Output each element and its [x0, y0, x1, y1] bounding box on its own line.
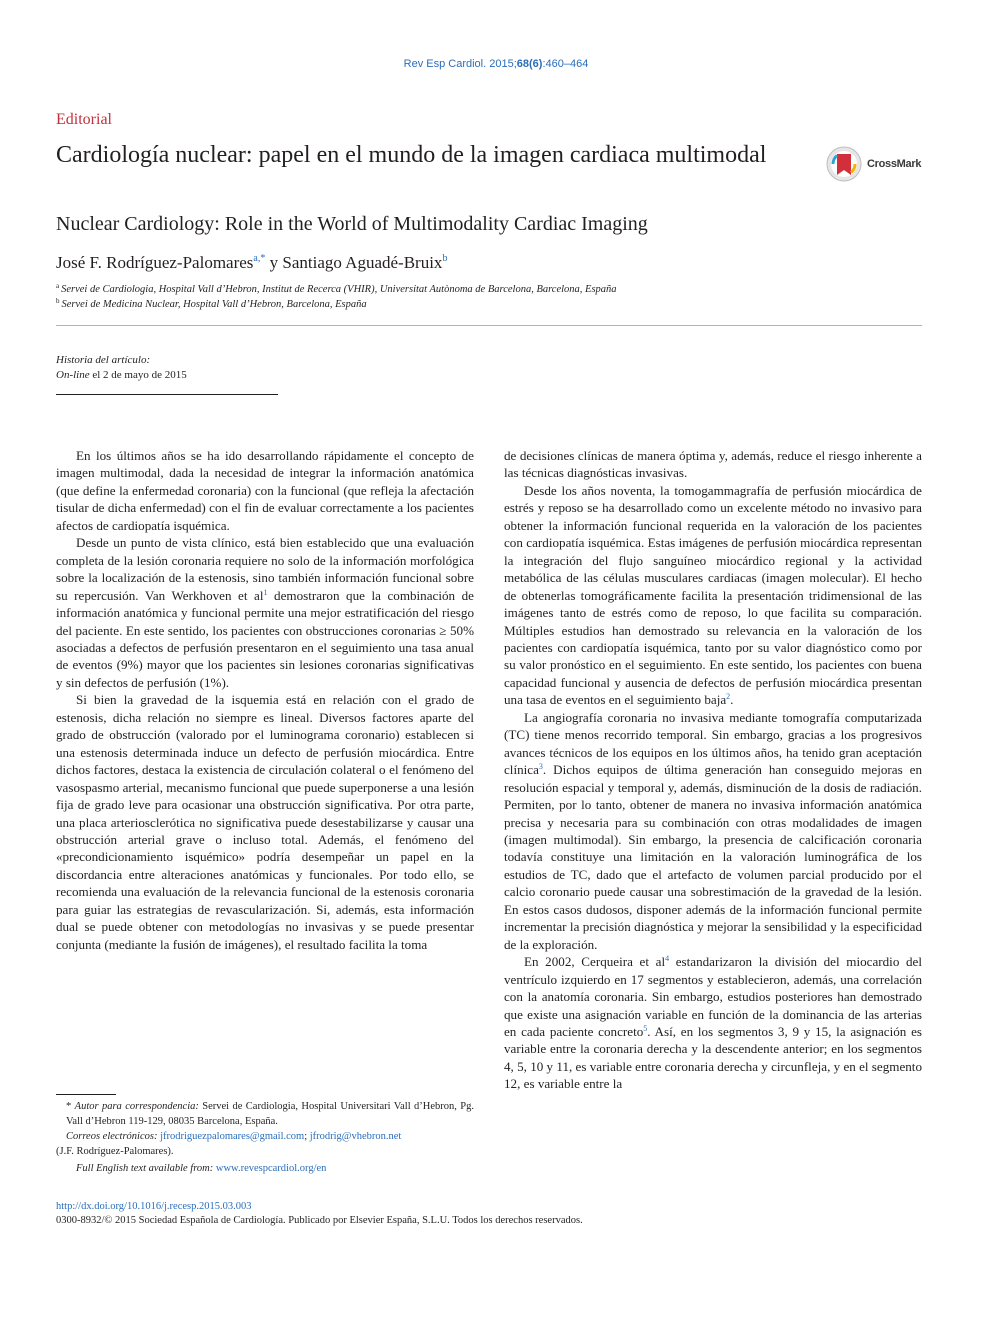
section-label: Editorial: [56, 111, 112, 128]
crossmark-badge[interactable]: [826, 144, 936, 184]
reference-link[interactable]: 4: [665, 954, 670, 964]
history-label: Historia del artículo:: [56, 354, 151, 366]
paragraph: Desde los años noventa, la tomogammagrafía de perfusión miocárdica de estrés y reposo se ha desarrollado como un excelente método no invasivo para obtener la información funcional requerida en la valoración de los pacientes con cardiopatía isquémica. Estas imágenes de perfusión miocárdica representan la integración del flujo sanguíneo miocárdico regional y la actividad metabólica de las células musculares cardiacas (imagen molecular). El hecho de obtenerlas tomográficamente facilita la presentación tridimensional de las imágenes tanto de estrés como de reposo, lo que facilita su comparación. Múltiples estudios han demostrado su relevancia en la valoración de los pacientes con cardiopatía isquémica, tanto por su valor diagnóstico como por su valor pronóstico en el seguimiento. En este sentido, los pacientes con buena capacidad funcional y ausencia de defectos de perfusión miocárdica presentan una tasa de eventos en el seguimiento baja$^2$.: [504, 482, 922, 708]
online-label: On-line: [56, 369, 90, 381]
affiliation-a: [56, 284, 617, 295]
fulltext-label: Full English text available from:: [76, 1163, 214, 1174]
copyright-notice: 0300-8932/© 2015 Sociedad Española de Cardiología. Publicado por Elsevier España, S.L.U. Todos los derechos reservados.: [56, 1215, 583, 1226]
article-title-english: Nuclear Cardiology: Role in the World of Multimodality Cardiac Imaging: [56, 213, 648, 235]
article-title-spanish: Cardiología nuclear: papel en el mundo de la imagen cardiaca multimodal: [56, 142, 767, 168]
paragraph: de decisiones clínicas de manera óptima y, además, reduce el riesgo inherente a las técnicas diagnósticas invasivas.: [504, 448, 922, 481]
body-column-right: [504, 447, 922, 1093]
online-date: el 2 de mayo de 2015: [89, 369, 187, 381]
journal-citation-pages: :460–464: [542, 58, 589, 70]
doi-link[interactable]: http://dx.doi.org/10.1016/j.recesp.2015.03.003: [56, 1201, 252, 1212]
email-link[interactable]: jfrodrig@vhebron.net: [309, 1131, 402, 1142]
affiliation-b: [56, 299, 367, 310]
crossmark-icon: [826, 145, 862, 183]
journal-citation[interactable]: [0, 58, 992, 70]
paragraph: En 2002, Cerqueira et $al^4$ estandarizaron la división del miocardio del ventrículo izquierdo en 17 segmentos y establecieron, además, una correlación con la anatomía coronaria. Sin embargo, estudios posteriores han demostrado que existe una asignación variable en función de la dominancia de las arterias en cada paciente concreto$^5$. Así, en los segmentos 3, 9 y 15, la asignación es variable entre la coronaria derecha y la descendente anterior; en los segmentos 4, 5, 10 y 11, es variable entre coronaria derecha y circunfleja, y en el segmento 12, es variable entre la: [504, 954, 922, 1092]
affiliation-mark: b: [56, 297, 60, 305]
author-affiliation-marks[interactable]: a,*: [253, 253, 266, 264]
full-english-text-note: [76, 1163, 326, 1174]
header-divider: [56, 325, 922, 326]
reference-link[interactable]: 2: [726, 692, 731, 702]
email-link[interactable]: jfrodriguezpalomares@gmail.com: [160, 1131, 305, 1142]
author-affiliation-marks[interactable]: b: [442, 253, 448, 264]
history-divider: [56, 394, 278, 395]
reference-link[interactable]: 3: [538, 762, 543, 772]
footnote-divider: [56, 1094, 116, 1095]
correspondence-address: Servei de Cardiologia, Hospital Universitari Vall d’Hebron, Pg. Vall d’Hebron 119-129, 08035 Barcelona, España.: [66, 1101, 474, 1127]
fulltext-link[interactable]: www.revespcardiol.org/en: [215, 1163, 327, 1174]
paragraph: Desde un punto de vista clínico, está bien establecido que una evaluación completa de la lesión coronaria requiere no solo de la información morfológica sobre la localización de la estenosis, sino también información funcional sobre su repercusión. Van Werkhoven et $al^1$ demostraron que la combinación de información anatómica y funcional permite una mejor estratificación del riesgo del paciente. En este sentido, los pacientes con obstrucciones coronarias ≥ 50% asociadas a defectos de perfusión presentaron en el seguimiento una tasa anual de eventos (9%) mayor que los pacientes sin lesiones coronarias significativas y sin defectos de perfusión (1%).: [56, 535, 474, 690]
affiliation-text: Servei de Cardiologia, Hospital Vall d’Hebron, Institut de Recerca (VHIR), Universitat Autònoma de Barcelona, Barcelona, España: [61, 284, 617, 295]
journal-citation-prefix: Rev Esp Cardiol. 2015;: [403, 58, 517, 70]
article-history: [56, 353, 187, 383]
correspondence-footnote: * Autor para correspondencia: Servei de Cardiologia, Hospital Universitari Vall d’Hebron, Pg. Vall d’Hebron 119-129, 08035 Barcelona, España. Correos electrónicos: jfrodriguezpalomares@gmail.com; jfrodrig@vhebron.net (J.F. Rodríguez-Palomares).: [56, 1101, 474, 1157]
paragraph: Si bien la gravedad de la isquemia está en relación con el grado de estenosis, dicha relación no siempre es lineal. Diversos factores aparte del grado de obstrucción (valorado por el luminograma coronario) establecen si una estenosis determinada induce un defecto de perfusión miocárdica. Entre dichos factores, destaca la existencia de circulación colateral o el fenómeno del vasospasmo arterial, mecanismo funcional que puede superponerse a una lesión fija de grado leve para ocasionar una obstrucción significativa. Por otra parte, una placa arteriosclerótica no significativa puede desestabilizarse y causar una obstrucción arterial grave o incluso total. Además, el fenómeno del «precondicionamiento isquémico» podría desempeñar un papel en la discordancia entre alteraciones anatómicas y funcionales. Por todo ello, se recomienda una evaluación de la relevancia funcional de la estenosis coronaria para guiar las estrategias de revascularización. Si, además, esta información dual se puede obtener con metodologías no invasivas y se puede presentar conjunta (mediante la fusión de imágenes), el resultado facilita la toma: [56, 692, 474, 952]
email-owner: (J.F. Rodríguez-Palomares).: [56, 1146, 174, 1157]
journal-citation-volume: 68(6): [516, 58, 543, 70]
reference-link[interactable]: 1: [263, 587, 268, 597]
author-name: José F. Rodríguez-Palomares: [56, 253, 254, 272]
reference-link[interactable]: 5: [643, 1023, 648, 1033]
affiliation-text: Servei de Medicina Nuclear, Hospital Vall d’Hebron, Barcelona, España: [61, 299, 367, 310]
author-connector: y: [265, 253, 283, 272]
body-column-left: [56, 447, 474, 953]
footnote-mark: *: [66, 1101, 72, 1112]
author-name: Santiago Aguadé-Bruix: [282, 253, 443, 272]
paragraph: La angiografía coronaria no invasiva mediante tomografía computarizada (TC) tiene menos recorrido temporal. Sin embargo, gracias a los progresivos avances técnicos de los equipos en los últimos años, ha tenido gran aceptación clínica$^3$. Dichos equipos de última generación han conseguido mejoras en resolución espacial y temporal y, además, disminución de la dosis de radiación. Permiten, por lo tanto, obtener de manera no invasiva información anatómica precisa y necesaria para su combinación con otras modalidades de imagen (imagen multimodal). Sin embargo, la presencia de calcificación coronaria todavía constituye una limitación en la valoración luminográfica de los estudios de TC, dado que el artefacto de volumen parcial producido por el calcio coronario puede causar una sobrestimación de la gravedad de la lesión. En estos casos dudosos, disponer además de la información funcional permite incrementar la precisión diagnóstica y mejorar la sensibilidad y la especificidad de la exploración.: [504, 709, 922, 952]
correspondence-label: Autor para correspondencia:: [74, 1101, 199, 1112]
paragraph: En los últimos años se ha ido desarrollando rápidamente el concepto de imagen multimodal, dada la necesidad de integrar la información anatómica (que define la enfermedad coronaria) con la funcional (que refleja la afectación tisular de dicha enfermedad) con el fin de evaluar correctamente a los pacientes afectos de cardiopatía isquémica.: [56, 448, 474, 533]
email-label: Correos electrónicos:: [66, 1131, 158, 1142]
author-list: [56, 253, 447, 273]
crossmark-label: CrossMark: [867, 158, 922, 170]
affiliation-mark: a: [56, 282, 60, 290]
